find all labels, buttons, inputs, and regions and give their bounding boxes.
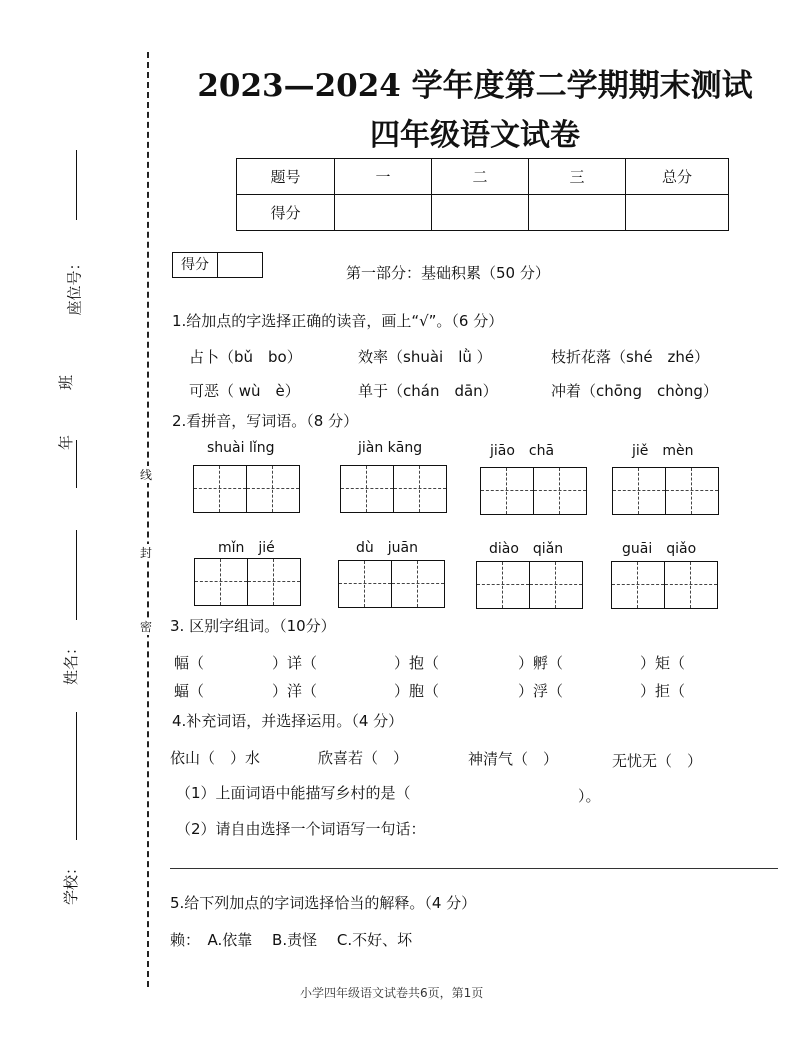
- q2-pinyin: jiě mèn: [632, 443, 694, 459]
- score-table-header: 二: [432, 159, 529, 195]
- binding-mark-xian: 线: [140, 468, 153, 482]
- grade-blank[interactable]: [76, 440, 77, 488]
- q3-item[interactable]: ）矩（: [640, 654, 686, 672]
- q4-sub1: （1）上面词语中能描写乡村的是（: [176, 784, 411, 802]
- q3-item[interactable]: ）抱（: [394, 654, 440, 672]
- q1-item[interactable]: 占卜（bǔ bo）: [189, 348, 302, 366]
- q3-item[interactable]: ）洋（: [272, 682, 318, 700]
- writing-grid-cell[interactable]: [338, 560, 392, 608]
- q5-item[interactable]: 赖： A.依靠 B.责怪 C.不好、坏: [170, 931, 413, 949]
- q3-title: 3. 区别字组词。（10分）: [170, 617, 336, 635]
- q2-pinyin: mǐn jié: [218, 540, 275, 556]
- q4-idiom[interactable]: 神清气（ ）: [468, 750, 559, 768]
- writing-grid-cell[interactable]: [664, 561, 718, 609]
- q2-pinyin: jiāo chā: [490, 443, 555, 459]
- writing-grid-cell[interactable]: [247, 558, 301, 606]
- writing-grid-cell[interactable]: [529, 561, 583, 609]
- exam-title: 2023—2024 学年度第二学期期末测试: [197, 68, 753, 104]
- writing-grid-cell[interactable]: [194, 558, 248, 606]
- score-table-score-row: [237, 195, 729, 231]
- seat-number-blank[interactable]: [76, 150, 77, 220]
- writing-grid-cell[interactable]: [476, 561, 530, 609]
- q5-title: 5.给下列加点的字词选择恰当的解释。（4 分）: [170, 894, 477, 912]
- q2-title: 2.看拼音，写词语。（8 分）: [172, 412, 359, 430]
- binding-mark-mi: 密: [140, 620, 153, 634]
- q2-pinyin: shuài lǐng: [207, 440, 275, 456]
- seat-number-label: 座位号：: [65, 255, 84, 316]
- q3-item[interactable]: 幅（: [174, 654, 205, 672]
- writing-grid-cell[interactable]: [611, 561, 665, 609]
- part1-score-blank[interactable]: [219, 253, 262, 277]
- q1-item[interactable]: 效率（shuài lǜ ）: [358, 348, 492, 366]
- score-table-header: 总分: [626, 159, 729, 195]
- q2-pinyin: jiàn kāng: [358, 440, 423, 456]
- exam-subtitle: 四年级语文试卷: [370, 118, 580, 153]
- q4-sub1-answer-end[interactable]: ）。: [578, 787, 601, 805]
- score-table: [236, 158, 729, 231]
- binding-mark-feng: 封: [140, 546, 153, 560]
- grade-label: 年: [57, 434, 76, 451]
- q3-item[interactable]: ）浮（: [518, 682, 564, 700]
- q2-pinyin: diào qiǎn: [489, 541, 564, 557]
- writing-grid-cell[interactable]: [665, 467, 719, 515]
- q4-idiom[interactable]: 欣喜若（ ）: [318, 749, 409, 767]
- q3-item[interactable]: ）拒（: [640, 682, 686, 700]
- score-cell[interactable]: [626, 195, 729, 231]
- class-label: 班: [57, 374, 76, 391]
- q3-item[interactable]: 蝠（: [174, 682, 205, 700]
- part1-heading: 第一部分：基础积累（50 分）: [346, 264, 550, 282]
- score-table-header: 一: [335, 159, 432, 195]
- q1-item[interactable]: 冲着（chōng chòng）: [551, 382, 718, 400]
- page-footer: 小学四年级语文试卷共6页，第1页: [300, 986, 484, 1000]
- q2-pinyin: guāi qiǎo: [622, 541, 697, 557]
- writing-grid-cell[interactable]: [340, 465, 394, 513]
- score-table-header-row: [237, 159, 729, 195]
- q1-item[interactable]: 枝折花落（shé zhé）: [551, 348, 710, 366]
- binding-dashed-line: [147, 52, 149, 987]
- q4-idiom[interactable]: 无忧无（ ）: [612, 752, 703, 770]
- school-label: 学校：: [62, 859, 81, 906]
- school-blank[interactable]: [76, 712, 77, 840]
- writing-grid-cell[interactable]: [391, 560, 445, 608]
- q1-item[interactable]: 可恶（ wù è）: [189, 382, 300, 400]
- q3-item[interactable]: ）孵（: [518, 654, 564, 672]
- q4-title: 4.补充词语，并选择运用。（4 分）: [172, 712, 404, 730]
- part1-score-label: 得分: [173, 253, 218, 277]
- q3-item[interactable]: ）胞（: [394, 682, 440, 700]
- score-cell[interactable]: [529, 195, 626, 231]
- part1-score-box: [172, 252, 263, 278]
- name-blank[interactable]: [76, 530, 77, 620]
- score-cell[interactable]: [335, 195, 432, 231]
- name-label: 姓名：: [62, 639, 81, 686]
- writing-grid-cell[interactable]: [393, 465, 447, 513]
- q4-idiom[interactable]: 依山（ ）水: [170, 749, 261, 767]
- writing-grid-cell[interactable]: [480, 467, 534, 515]
- writing-grid-cell[interactable]: [533, 467, 587, 515]
- writing-grid-cell[interactable]: [612, 467, 666, 515]
- score-table-header: 题号: [237, 159, 335, 195]
- answer-line[interactable]: [170, 868, 778, 869]
- writing-grid-cell[interactable]: [193, 465, 247, 513]
- writing-grid-cell[interactable]: [246, 465, 300, 513]
- q4-sub2: （2）请自由选择一个词语写一句话：: [176, 820, 426, 838]
- score-table-header: 三: [529, 159, 626, 195]
- score-row-label: 得分: [237, 195, 335, 231]
- q2-pinyin: dù juān: [356, 540, 418, 556]
- score-cell[interactable]: [432, 195, 529, 231]
- q1-item[interactable]: 单于（chán dān）: [358, 382, 498, 400]
- q1-title: 1.给加点的字选择正确的读音，画上“√”。（6 分）: [172, 312, 504, 330]
- q3-item[interactable]: ）详（: [272, 654, 318, 672]
